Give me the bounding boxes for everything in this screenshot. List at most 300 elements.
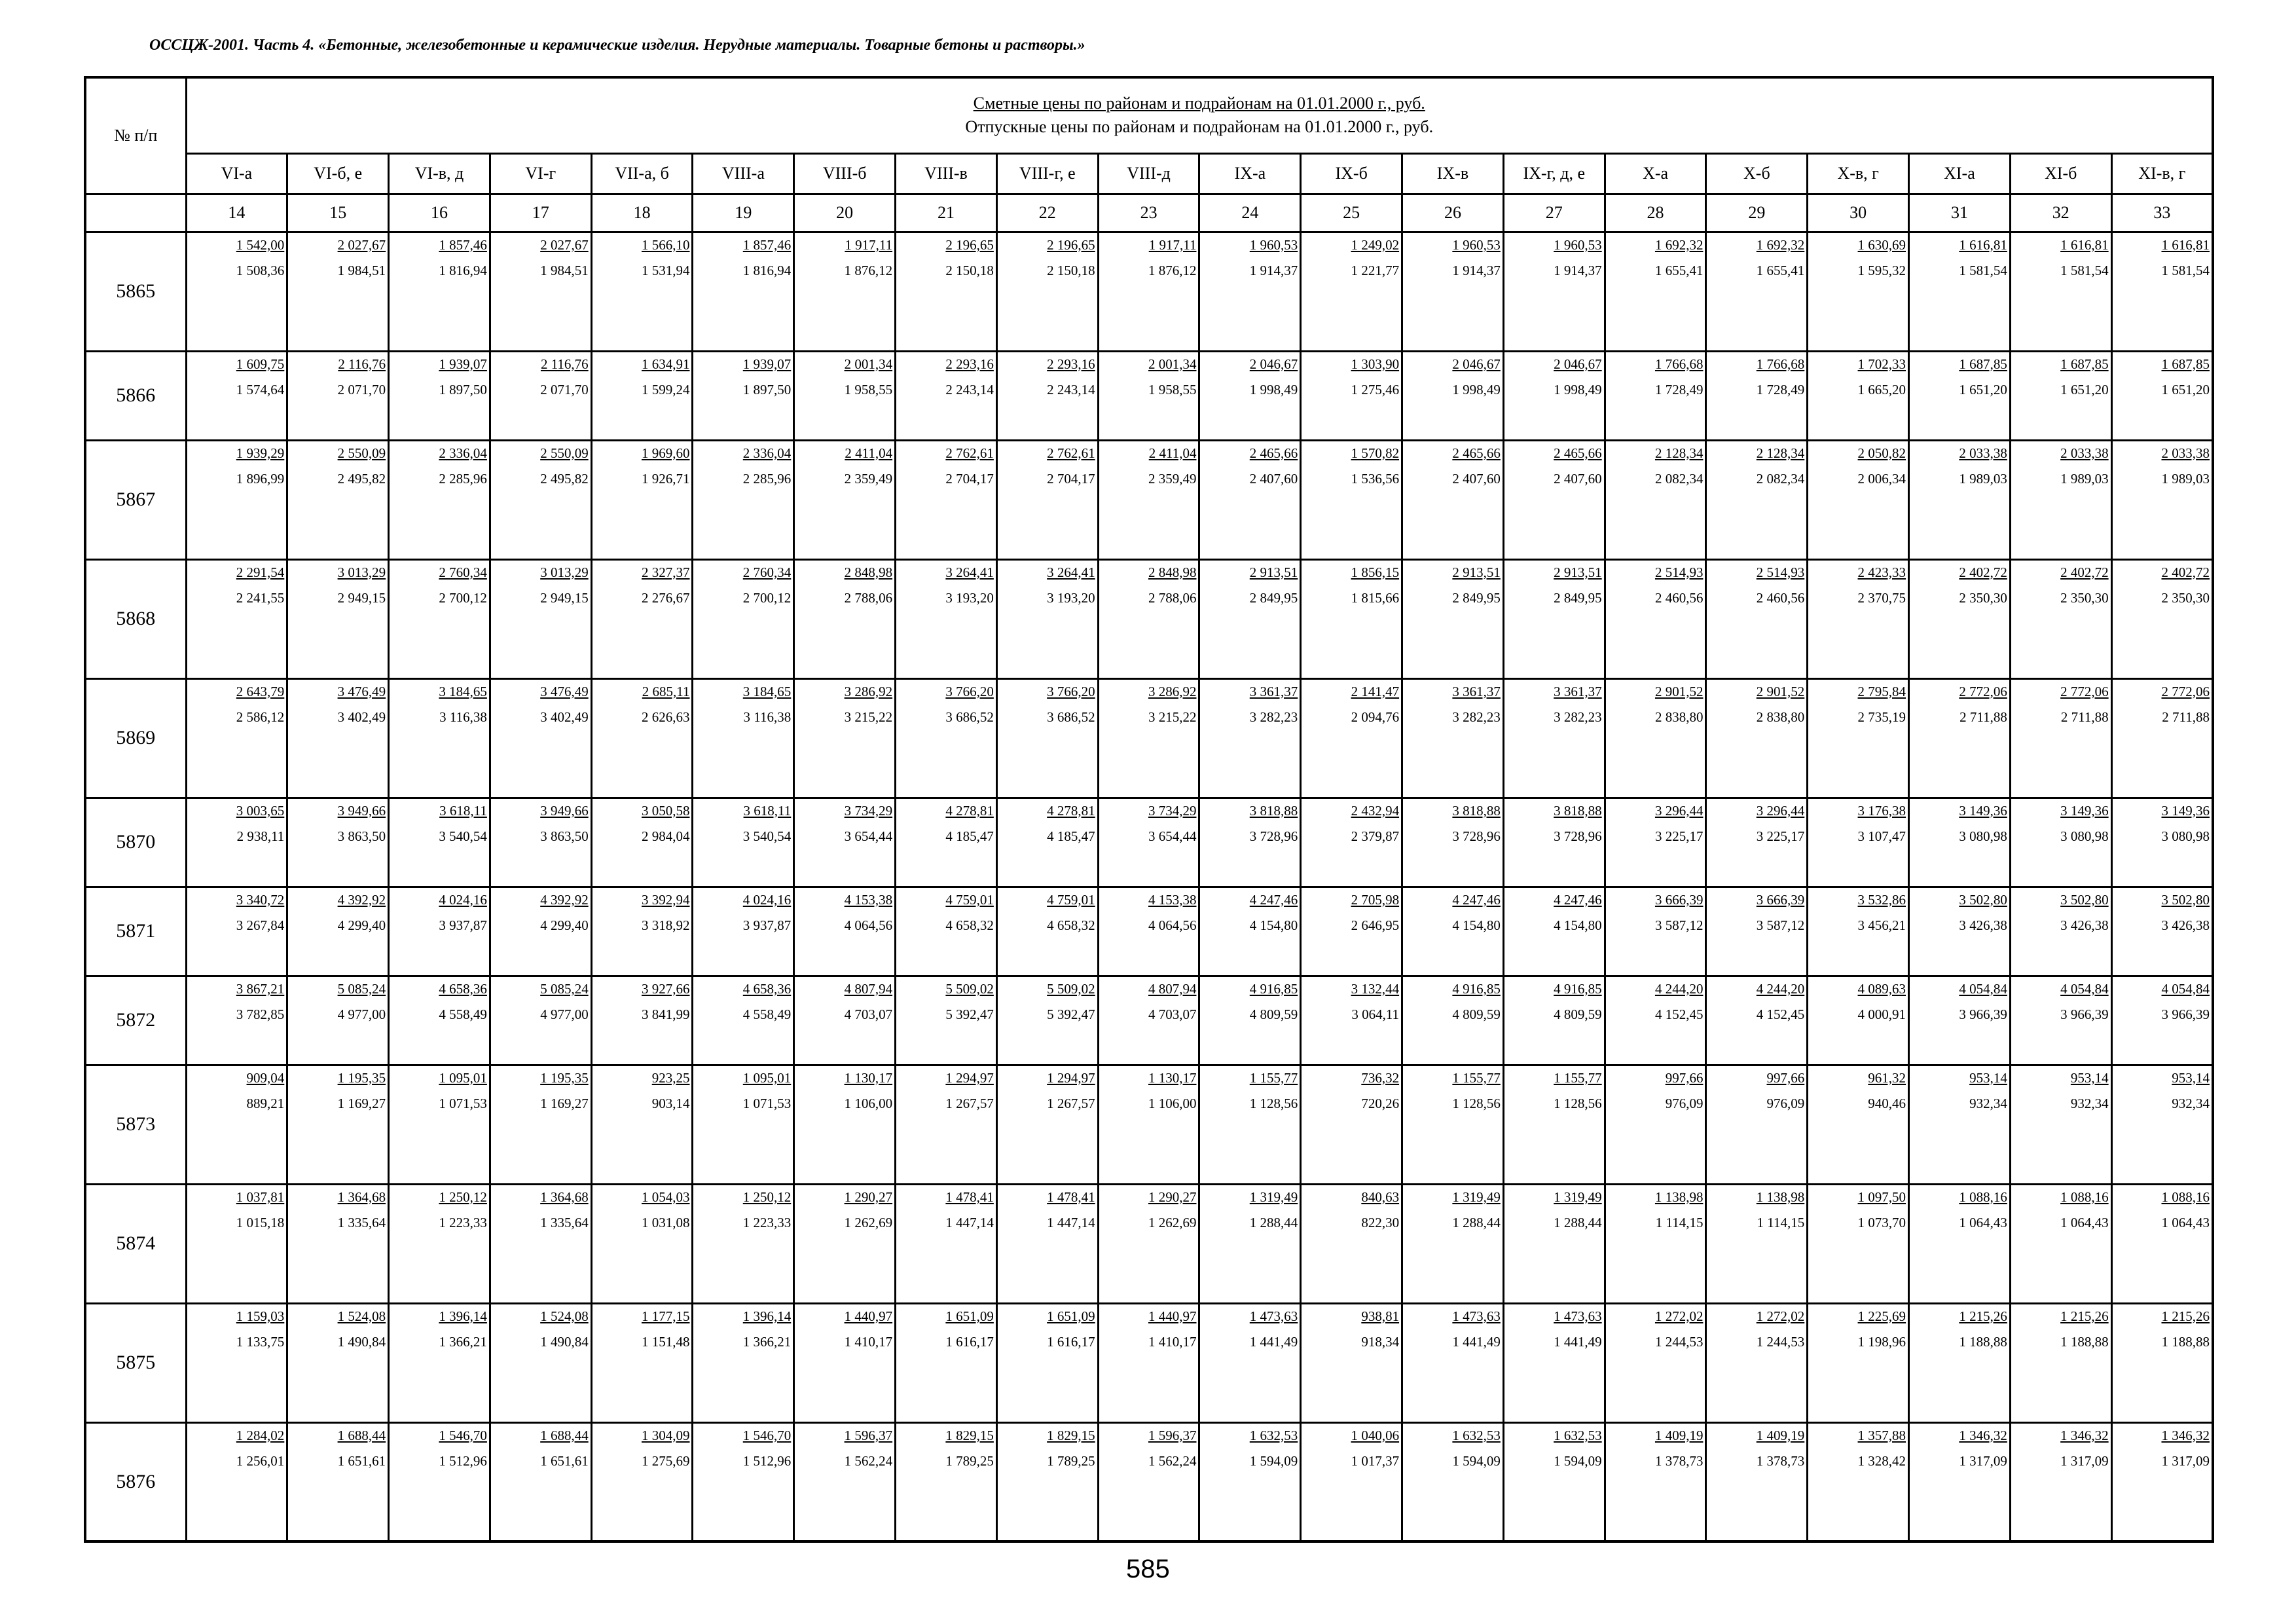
estimated-price: 4 247,46 bbox=[1249, 891, 1298, 908]
price-cell bbox=[1605, 798, 1706, 887]
price-cell bbox=[1605, 1065, 1706, 1184]
estimated-price: 1 856,15 bbox=[1351, 564, 1400, 580]
release-price: 3 863,50 bbox=[337, 828, 386, 844]
estimated-price: 3 618,11 bbox=[743, 802, 792, 819]
estimated-price: 2 913,51 bbox=[1554, 564, 1602, 580]
release-price: 3 841,99 bbox=[641, 1006, 690, 1022]
column-number: 32 bbox=[2010, 194, 2111, 232]
price-cell bbox=[693, 976, 794, 1065]
release-price: 2 849,95 bbox=[1452, 589, 1501, 606]
release-price: 1 267,57 bbox=[1047, 1095, 1095, 1111]
release-price: 4 977,00 bbox=[337, 1006, 386, 1022]
row-number: 5868 bbox=[85, 559, 186, 678]
estimated-price: 3 476,49 bbox=[540, 683, 589, 699]
release-price: 2 938,11 bbox=[236, 828, 285, 844]
estimated-price: 1 634,91 bbox=[641, 356, 690, 372]
table-row bbox=[85, 1184, 2213, 1303]
release-price: 1 128,56 bbox=[1554, 1095, 1602, 1111]
estimated-price: 1 095,01 bbox=[742, 1069, 792, 1086]
estimated-price: 1 702,33 bbox=[1857, 356, 1906, 372]
release-price: 3 282,23 bbox=[1249, 709, 1298, 725]
estimated-price: 2 514,93 bbox=[1654, 564, 1704, 580]
release-price: 4 299,40 bbox=[540, 917, 589, 933]
row-number: 5872 bbox=[85, 976, 186, 1065]
estimated-price: 5 085,24 bbox=[337, 980, 386, 997]
price-cell bbox=[1909, 1303, 2011, 1422]
release-price: 2 276,67 bbox=[641, 589, 690, 606]
release-price: 3 116,38 bbox=[743, 709, 792, 725]
release-price: 1 031,08 bbox=[641, 1214, 690, 1230]
estimated-price: 4 089,63 bbox=[1857, 980, 1906, 997]
release-price: 2 849,95 bbox=[1554, 589, 1602, 606]
release-price: 1 221,77 bbox=[1351, 262, 1400, 278]
price-cell bbox=[2010, 798, 2111, 887]
price-cell bbox=[896, 440, 997, 559]
estimated-price: 2 514,93 bbox=[1756, 564, 1805, 580]
estimated-price: 4 658,36 bbox=[439, 980, 487, 997]
price-cell bbox=[1808, 1184, 1909, 1303]
price-cell bbox=[1098, 1184, 1199, 1303]
release-price: 1 198,96 bbox=[1857, 1333, 1906, 1350]
price-cell bbox=[794, 887, 896, 976]
price-cell bbox=[1402, 976, 1504, 1065]
estimated-price: 3 502,80 bbox=[2060, 891, 2109, 908]
region-header: X-б bbox=[1706, 153, 1808, 194]
price-cell bbox=[1605, 678, 1706, 798]
estimated-price: 5 085,24 bbox=[540, 980, 589, 997]
price-cell bbox=[1402, 798, 1504, 887]
release-price: 3 426,38 bbox=[2161, 917, 2210, 933]
estimated-price: 1 155,77 bbox=[1452, 1069, 1501, 1086]
price-cell bbox=[794, 559, 896, 678]
release-price: 1 071,53 bbox=[742, 1095, 792, 1111]
estimated-price: 2 465,66 bbox=[1554, 445, 1602, 461]
estimated-price: 1 290,27 bbox=[1148, 1189, 1197, 1205]
estimated-price: 1 570,82 bbox=[1351, 445, 1400, 461]
price-cell bbox=[287, 559, 389, 678]
estimated-price: 1 596,37 bbox=[1148, 1427, 1197, 1443]
price-cell bbox=[490, 1303, 591, 1422]
price-cell bbox=[1808, 1303, 1909, 1422]
price-cell bbox=[896, 798, 997, 887]
estimated-price: 2 293,16 bbox=[945, 356, 994, 372]
table-row bbox=[85, 1065, 2213, 1184]
price-cell bbox=[1402, 559, 1504, 678]
estimated-price: 2 033,38 bbox=[1959, 445, 2007, 461]
price-cell bbox=[794, 351, 896, 440]
estimated-price: 1 542,00 bbox=[236, 236, 285, 253]
estimated-price: 3 264,41 bbox=[1047, 564, 1095, 580]
table-title-line1: Сметные цены по районам и подрайонам на 01.01.2000 г., руб. bbox=[973, 94, 1425, 113]
release-price: 932,34 bbox=[2070, 1095, 2109, 1111]
estimated-price: 3 818,88 bbox=[1554, 802, 1602, 819]
estimated-price: 1 040,06 bbox=[1351, 1427, 1400, 1443]
column-number: 14 bbox=[186, 194, 287, 232]
release-price: 1 536,56 bbox=[1351, 470, 1400, 487]
price-cell bbox=[1503, 1065, 1605, 1184]
release-price: 3 215,22 bbox=[1148, 709, 1197, 725]
price-cell bbox=[2010, 440, 2111, 559]
release-price: 2 646,95 bbox=[1351, 917, 1400, 933]
release-price: 1 317,09 bbox=[2060, 1452, 2109, 1469]
release-price: 1 914,37 bbox=[1249, 262, 1298, 278]
estimated-price: 1 364,68 bbox=[337, 1189, 386, 1205]
release-price: 2 150,18 bbox=[1047, 262, 1095, 278]
row-number: 5873 bbox=[85, 1065, 186, 1184]
release-price: 2 849,95 bbox=[1249, 589, 1298, 606]
estimated-price: 1 939,29 bbox=[236, 445, 285, 461]
price-cell bbox=[693, 1422, 794, 1541]
price-cell bbox=[186, 440, 287, 559]
release-price: 4 809,59 bbox=[1452, 1006, 1501, 1022]
release-price: 976,09 bbox=[1665, 1095, 1704, 1111]
release-price: 2 700,12 bbox=[439, 589, 487, 606]
release-price: 4 658,32 bbox=[1047, 917, 1095, 933]
estimated-price: 4 392,92 bbox=[337, 891, 386, 908]
price-cell bbox=[1909, 559, 2011, 678]
price-cell bbox=[1199, 1065, 1301, 1184]
header-row-regions bbox=[85, 153, 2213, 194]
estimated-price: 4 153,38 bbox=[844, 891, 893, 908]
release-price: 3 107,47 bbox=[1857, 828, 1906, 844]
release-price: 2 082,34 bbox=[1756, 470, 1805, 487]
price-cell bbox=[186, 887, 287, 976]
release-price: 2 949,15 bbox=[540, 589, 589, 606]
estimated-price: 961,32 bbox=[1868, 1069, 1906, 1086]
release-price: 1 335,64 bbox=[337, 1214, 386, 1230]
estimated-price: 4 153,38 bbox=[1148, 891, 1197, 908]
estimated-price: 1 037,81 bbox=[236, 1189, 285, 1205]
release-price: 2 407,60 bbox=[1554, 470, 1602, 487]
price-cell bbox=[794, 1303, 896, 1422]
release-price: 2 370,75 bbox=[1857, 589, 1906, 606]
release-price: 3 686,52 bbox=[945, 709, 994, 725]
price-cell bbox=[1706, 232, 1808, 351]
price-cell bbox=[1301, 351, 1402, 440]
price-cell bbox=[1402, 1184, 1504, 1303]
release-price: 1 616,17 bbox=[945, 1333, 994, 1350]
release-price: 1 651,61 bbox=[540, 1452, 589, 1469]
estimated-price: 1 054,03 bbox=[641, 1189, 690, 1205]
release-price: 2 460,56 bbox=[1654, 589, 1704, 606]
release-price: 1 926,71 bbox=[641, 470, 690, 487]
estimated-price: 2 033,38 bbox=[2060, 445, 2109, 461]
estimated-price: 997,66 bbox=[1766, 1069, 1805, 1086]
release-price: 4 064,56 bbox=[1148, 917, 1197, 933]
estimated-price: 2 848,98 bbox=[844, 564, 893, 580]
release-price: 976,09 bbox=[1766, 1095, 1805, 1111]
price-cell bbox=[287, 798, 389, 887]
estimated-price: 5 509,02 bbox=[945, 980, 994, 997]
price-cell bbox=[490, 798, 591, 887]
price-cell bbox=[490, 440, 591, 559]
row-number: 5875 bbox=[85, 1303, 186, 1422]
release-price: 3 267,84 bbox=[236, 917, 285, 933]
release-price: 2 495,82 bbox=[337, 470, 386, 487]
release-price: 2 711,88 bbox=[1959, 709, 2007, 725]
release-price: 3 402,49 bbox=[337, 709, 386, 725]
estimated-price: 2 901,52 bbox=[1654, 683, 1704, 699]
estimated-price: 1 917,11 bbox=[845, 236, 893, 253]
price-cell bbox=[2111, 351, 2213, 440]
release-price: 3 193,20 bbox=[1047, 589, 1095, 606]
release-price: 903,14 bbox=[651, 1095, 690, 1111]
release-price: 1 288,44 bbox=[1554, 1214, 1602, 1230]
release-price: 3 728,96 bbox=[1452, 828, 1501, 844]
estimated-price: 2 291,54 bbox=[236, 564, 285, 580]
column-number: 23 bbox=[1098, 194, 1199, 232]
release-price: 1 188,88 bbox=[2060, 1333, 2109, 1350]
estimated-price: 2 046,67 bbox=[1452, 356, 1501, 372]
price-cell bbox=[1199, 976, 1301, 1065]
price-cell bbox=[2111, 798, 2213, 887]
price-cell bbox=[996, 976, 1098, 1065]
estimated-price: 1 687,85 bbox=[1959, 356, 2007, 372]
release-price: 3 318,92 bbox=[641, 917, 690, 933]
estimated-price: 2 685,11 bbox=[642, 683, 690, 699]
price-cell bbox=[490, 232, 591, 351]
estimated-price: 3 149,36 bbox=[2161, 802, 2210, 819]
estimated-price: 3 286,92 bbox=[844, 683, 893, 699]
price-cell bbox=[186, 1422, 287, 1541]
table-row bbox=[85, 798, 2213, 887]
release-price: 4 154,80 bbox=[1554, 917, 1602, 933]
table-row bbox=[85, 678, 2213, 798]
estimated-price: 4 054,84 bbox=[1959, 980, 2007, 997]
estimated-price: 1 364,68 bbox=[540, 1189, 589, 1205]
price-cell bbox=[2010, 1184, 2111, 1303]
estimated-price: 1 687,85 bbox=[2060, 356, 2109, 372]
release-price: 2 350,30 bbox=[1959, 589, 2007, 606]
estimated-price: 1 272,02 bbox=[1654, 1308, 1704, 1324]
estimated-price: 1 766,68 bbox=[1756, 356, 1805, 372]
first-column-header: № п/п bbox=[85, 77, 186, 194]
price-cell bbox=[1706, 440, 1808, 559]
estimated-price: 3 296,44 bbox=[1756, 802, 1805, 819]
column-number: 30 bbox=[1808, 194, 1909, 232]
estimated-price: 3 184,65 bbox=[439, 683, 487, 699]
price-cell bbox=[1808, 440, 1909, 559]
price-cell bbox=[490, 1184, 591, 1303]
price-cell bbox=[287, 351, 389, 440]
release-price: 2 359,49 bbox=[1148, 470, 1197, 487]
release-price: 3 225,17 bbox=[1756, 828, 1805, 844]
region-header: VI-б, е bbox=[287, 153, 389, 194]
release-price: 1 490,84 bbox=[337, 1333, 386, 1350]
estimated-price: 4 054,84 bbox=[2060, 980, 2109, 997]
column-number: 28 bbox=[1605, 194, 1706, 232]
price-cell bbox=[996, 440, 1098, 559]
price-cell bbox=[1503, 678, 1605, 798]
table-row bbox=[85, 559, 2213, 678]
release-price: 4 558,49 bbox=[742, 1006, 792, 1022]
price-cell bbox=[794, 678, 896, 798]
estimated-price: 3 286,92 bbox=[1148, 683, 1197, 699]
price-cell bbox=[1503, 976, 1605, 1065]
price-cell bbox=[591, 1303, 693, 1422]
price-cell bbox=[1199, 1303, 1301, 1422]
price-cell bbox=[1098, 678, 1199, 798]
estimated-price: 3 361,37 bbox=[1452, 683, 1501, 699]
estimated-price: 4 244,20 bbox=[1654, 980, 1704, 997]
release-price: 1 244,53 bbox=[1756, 1333, 1805, 1350]
price-cell bbox=[996, 678, 1098, 798]
price-cell bbox=[1199, 887, 1301, 976]
release-price: 1 594,09 bbox=[1249, 1452, 1298, 1469]
price-cell bbox=[1199, 798, 1301, 887]
release-price: 1 106,00 bbox=[844, 1095, 893, 1111]
release-price: 1 244,53 bbox=[1654, 1333, 1704, 1350]
estimated-price: 2 772,06 bbox=[2161, 683, 2210, 699]
row-number: 5870 bbox=[85, 798, 186, 887]
price-cell bbox=[186, 1065, 287, 1184]
region-header: VI-в, д bbox=[389, 153, 490, 194]
release-price: 1 288,44 bbox=[1249, 1214, 1298, 1230]
price-cell bbox=[1605, 887, 1706, 976]
table-row bbox=[85, 887, 2213, 976]
release-price: 1 958,55 bbox=[1148, 381, 1197, 397]
price-cell bbox=[1098, 887, 1199, 976]
estimated-price: 3 476,49 bbox=[337, 683, 386, 699]
price-cell bbox=[186, 798, 287, 887]
price-cell bbox=[693, 678, 794, 798]
header-row-column-numbers bbox=[85, 194, 2213, 232]
release-price: 2 495,82 bbox=[540, 470, 589, 487]
price-cell bbox=[1301, 1065, 1402, 1184]
price-cell bbox=[1909, 1422, 2011, 1541]
estimated-price: 1 097,50 bbox=[1857, 1189, 1906, 1205]
price-cell bbox=[389, 976, 490, 1065]
estimated-price: 2 196,65 bbox=[945, 236, 994, 253]
estimated-price: 1 138,98 bbox=[1756, 1189, 1805, 1205]
row-number: 5871 bbox=[85, 887, 186, 976]
price-cell bbox=[1098, 351, 1199, 440]
table-row bbox=[85, 351, 2213, 440]
estimated-price: 1 829,15 bbox=[1047, 1427, 1095, 1443]
price-cell bbox=[1199, 1422, 1301, 1541]
price-cell bbox=[996, 1184, 1098, 1303]
price-cell bbox=[490, 351, 591, 440]
price-cell bbox=[693, 440, 794, 559]
estimated-price: 3 361,37 bbox=[1249, 683, 1298, 699]
price-cell bbox=[1605, 1303, 1706, 1422]
release-price: 2 094,76 bbox=[1351, 709, 1400, 725]
release-price: 4 809,59 bbox=[1249, 1006, 1298, 1022]
estimated-price: 3 149,36 bbox=[2060, 802, 2109, 819]
release-price: 1 897,50 bbox=[742, 381, 792, 397]
estimated-price: 1 396,14 bbox=[742, 1308, 792, 1324]
release-price: 3 193,20 bbox=[945, 589, 994, 606]
release-price: 1 998,49 bbox=[1554, 381, 1602, 397]
release-price: 1 441,49 bbox=[1554, 1333, 1602, 1350]
release-price: 1 581,54 bbox=[2060, 262, 2109, 278]
price-cell bbox=[896, 1065, 997, 1184]
release-price: 3 225,17 bbox=[1654, 828, 1704, 844]
release-price: 1 262,69 bbox=[844, 1214, 893, 1230]
release-price: 1 064,43 bbox=[2060, 1214, 2109, 1230]
price-cell bbox=[389, 351, 490, 440]
estimated-price: 1 960,53 bbox=[1452, 236, 1501, 253]
release-price: 1 984,51 bbox=[337, 262, 386, 278]
release-price: 3 215,22 bbox=[844, 709, 893, 725]
price-cell bbox=[1706, 798, 1808, 887]
estimated-price: 3 666,39 bbox=[1756, 891, 1805, 908]
estimated-price: 3 502,80 bbox=[1959, 891, 2007, 908]
price-cell bbox=[1301, 1184, 1402, 1303]
estimated-price: 4 278,81 bbox=[1047, 802, 1095, 819]
price-cell bbox=[1909, 798, 2011, 887]
estimated-price: 909,04 bbox=[246, 1069, 285, 1086]
estimated-price: 953,14 bbox=[1969, 1069, 2007, 1086]
release-price: 1 106,00 bbox=[1148, 1095, 1197, 1111]
price-cell bbox=[896, 976, 997, 1065]
price-cell bbox=[186, 232, 287, 351]
estimated-price: 1 692,32 bbox=[1756, 236, 1805, 253]
estimated-price: 1 616,81 bbox=[2060, 236, 2109, 253]
price-cell bbox=[1909, 440, 2011, 559]
estimated-price: 1 195,35 bbox=[337, 1069, 386, 1086]
release-price: 1 581,54 bbox=[2161, 262, 2210, 278]
row-number: 5867 bbox=[85, 440, 186, 559]
release-price: 2 243,14 bbox=[1047, 381, 1095, 397]
price-cell bbox=[1402, 440, 1504, 559]
price-cell bbox=[1706, 678, 1808, 798]
price-cell bbox=[1706, 976, 1808, 1065]
price-cell bbox=[490, 887, 591, 976]
release-price: 1 262,69 bbox=[1148, 1214, 1197, 1230]
price-cell bbox=[591, 976, 693, 1065]
price-cell bbox=[1605, 1422, 1706, 1541]
estimated-price: 2 423,33 bbox=[1857, 564, 1906, 580]
header-row-title bbox=[85, 77, 2213, 153]
release-price: 1 133,75 bbox=[236, 1333, 285, 1350]
table-row bbox=[85, 1422, 2213, 1541]
release-price: 2 700,12 bbox=[742, 589, 792, 606]
release-price: 2 071,70 bbox=[337, 381, 386, 397]
estimated-price: 3 766,20 bbox=[945, 683, 994, 699]
estimated-price: 4 024,16 bbox=[439, 891, 487, 908]
estimated-price: 1 609,75 bbox=[236, 356, 285, 372]
price-cell bbox=[186, 678, 287, 798]
estimated-price: 3 949,66 bbox=[540, 802, 589, 819]
price-cell bbox=[1503, 887, 1605, 976]
price-cell bbox=[2111, 678, 2213, 798]
price-cell bbox=[693, 1065, 794, 1184]
estimated-price: 2 465,66 bbox=[1452, 445, 1501, 461]
estimated-price: 1 596,37 bbox=[844, 1427, 893, 1443]
price-cell bbox=[490, 678, 591, 798]
release-price: 1 512,96 bbox=[742, 1452, 792, 1469]
release-price: 1 815,66 bbox=[1351, 589, 1400, 606]
estimated-price: 2 046,67 bbox=[1249, 356, 1298, 372]
column-number: 20 bbox=[794, 194, 896, 232]
estimated-price: 1 195,35 bbox=[540, 1069, 589, 1086]
release-price: 2 243,14 bbox=[945, 381, 994, 397]
estimated-price: 2 027,67 bbox=[540, 236, 589, 253]
estimated-price: 1 272,02 bbox=[1756, 1308, 1805, 1324]
estimated-price: 1 960,53 bbox=[1249, 236, 1298, 253]
release-price: 2 626,63 bbox=[641, 709, 690, 725]
release-price: 3 540,54 bbox=[742, 828, 792, 844]
estimated-price: 2 550,09 bbox=[337, 445, 386, 461]
release-price: 1 876,12 bbox=[1148, 262, 1197, 278]
estimated-price: 2 411,04 bbox=[845, 445, 893, 461]
price-cell bbox=[1808, 351, 1909, 440]
release-price: 1 651,20 bbox=[2060, 381, 2109, 397]
release-price: 1 958,55 bbox=[844, 381, 893, 397]
price-cell bbox=[1706, 1422, 1808, 1541]
release-price: 3 863,50 bbox=[540, 828, 589, 844]
